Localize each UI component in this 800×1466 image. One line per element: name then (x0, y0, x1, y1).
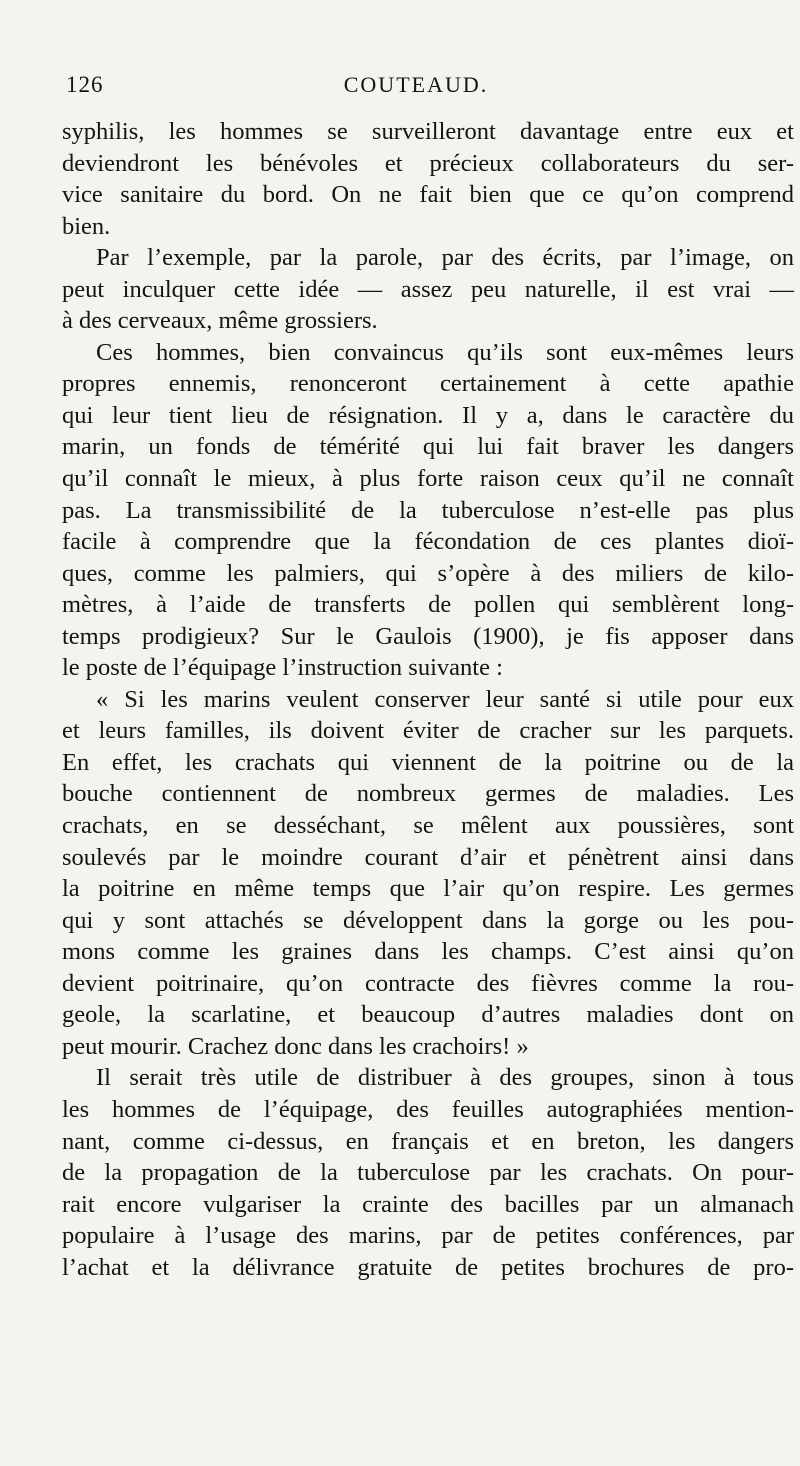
text-line: peut inculquer cette idée — assez peu naturelle, il est vrai — (62, 275, 794, 303)
text-line: qui y sont attachés se développent dans la gorge ou les pou- (62, 906, 794, 934)
running-head: COUTEAUD. (343, 72, 489, 97)
text-line: Ces hommes, bien convaincus qu’ils sont eux-mêmes leurs (96, 338, 794, 366)
text-line: Il serait très utile de distribuer à des groupes, sinon à tous (96, 1064, 794, 1092)
text-line: le poste de l’équipage l’instruction suivante : (62, 654, 503, 682)
text-line: marin, un fonds de témérité qui lui fait braver les dangers (62, 433, 794, 461)
text-line: Par l’exemple, par la parole, par des écrits, par l’image, on (96, 244, 794, 272)
text-line: à des cerveaux, même grossiers. (62, 307, 378, 335)
text-line: l’achat et la délivrance gratuite de petites brochures de pro- (62, 1253, 794, 1281)
text-line: soulevés par le moindre courant d’air et pénètrent ainsi dans (62, 843, 794, 871)
text-line: « Si les marins veulent conserver leur santé si utile pour eux (96, 685, 794, 713)
page-header (66, 72, 766, 104)
text-line: deviendront les bénévoles et précieux collaborateurs du ser- (62, 149, 794, 177)
text-line: temps prodigieux? Sur le Gaulois (1900), je fis apposer dans (62, 622, 794, 650)
text-line: mons comme les graines dans les champs. C’est ainsi qu’on (62, 938, 794, 966)
text-line: vice sanitaire du bord. On ne fait bien que ce qu’on comprend (62, 181, 794, 209)
text-line: pas. La transmissibilité de la tuberculose n’est-elle pas plus (62, 496, 794, 524)
text-line: bien. (62, 212, 111, 240)
text-line: qui leur tient lieu de résignation. Il y a, dans le caractère du (62, 401, 794, 429)
text-line: bouche contiennent de nombreux germes de maladies. Les (62, 780, 794, 808)
text-line: syphilis, les hommes se surveilleront davantage entre eux et (62, 118, 794, 145)
text-line: nant, comme ci-dessus, en français et en breton, les dangers (62, 1127, 794, 1155)
page-number: 126 (66, 72, 104, 97)
text-line: geole, la scarlatine, et beaucoup d’autres maladies dont on (62, 1001, 794, 1029)
text-line: facile à comprendre que la fécondation de ces plantes dioï- (62, 528, 794, 556)
text-line: la poitrine en même temps que l’air qu’on respire. Les germes (62, 875, 794, 903)
text-line: rait encore vulgariser la crainte des bacilles par un almanach (62, 1190, 794, 1218)
body-text (62, 116, 794, 1283)
text-line: mètres, à l’aide de transferts de pollen qui semblèrent long- (62, 591, 794, 619)
text-line: devient poitrinaire, qu’on contracte des fièvres comme la rou- (62, 969, 794, 997)
text-line: En effet, les crachats qui viennent de la poitrine ou de la (62, 748, 794, 776)
text-line: qu’il connaît le mieux, à plus forte raison ceux qu’il ne connaît (62, 465, 794, 493)
text-line: crachats, en se desséchant, se mêlent aux poussières, sont (62, 812, 794, 840)
text-line: et leurs familles, ils doivent éviter de cracher sur les parquets. (62, 717, 794, 745)
text-line: les hommes de l’équipage, des feuilles autographiées mention- (62, 1095, 794, 1123)
text-line: propres ennemis, renonceront certainement à cette apathie (62, 370, 794, 398)
text-line: peut mourir. Crachez donc dans les crachoirs! » (62, 1032, 529, 1060)
text-line: populaire à l’usage des marins, par de petites conférences, par (62, 1222, 794, 1250)
text-line: ques, comme les palmiers, qui s’opère à des miliers de kilo- (62, 559, 794, 587)
text-line: de la propagation de la tuberculose par les crachats. On pour- (62, 1159, 794, 1187)
